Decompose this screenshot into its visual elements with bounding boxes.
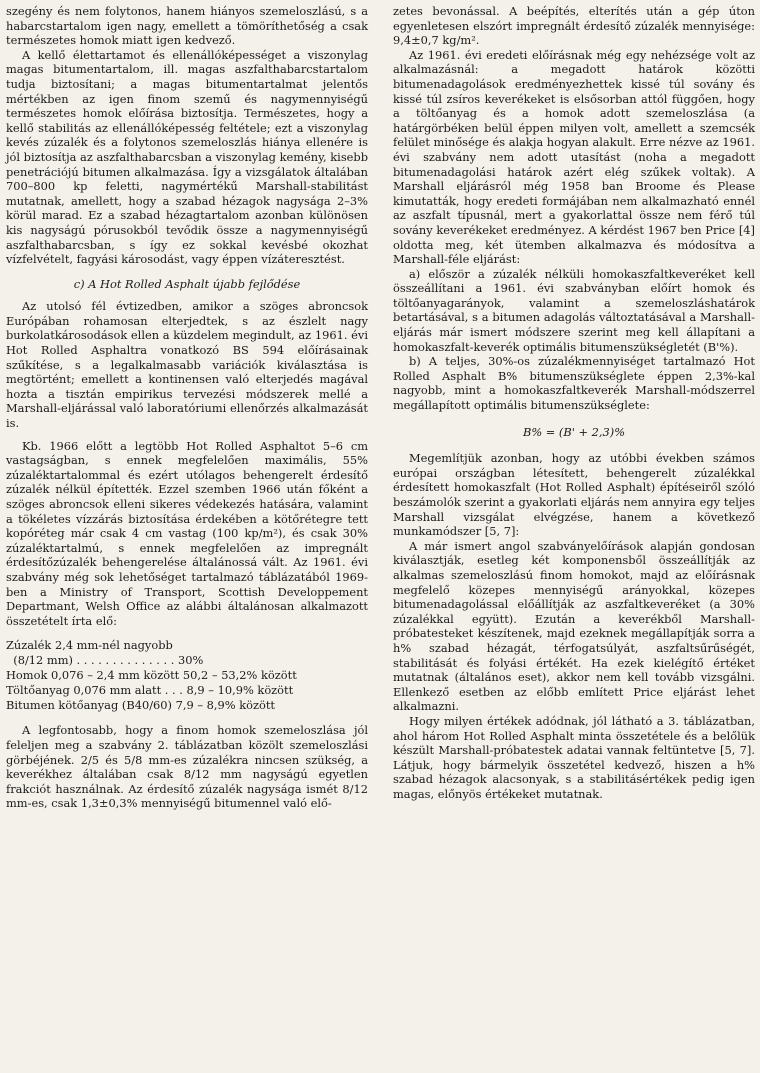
- table-row: Homok 0,076 – 2,4 mm között 50,2 – 53,2% között: [6, 668, 297, 683]
- paragraph: a) először a zúzalék nélküli homokaszfaltkeveréket kell összeállítani a 1961. évi szabványban előírt homok és töltőanyagarányok, valamint a szemeloszláshatárok betartásával, s a bitumen adagolás változtatásával a Marshall-eljárás már ismert módszere szerint meg kell állapítani a homokaszfalt-keverék optimális bitumenszükségletét (B'%).: [393, 266, 755, 354]
- paragraph: Az 1961. évi eredeti előírásnak még egy nehézsége volt az alkalmazásnál: a megadott határok közötti bitumenadagolások eredményezhettek kissé túl sovány és kissé túl zsíros keverékeket is elsősorban attól függően, hogy a töltőanyag és a homok adott szemeloszlása (a határgörbéken belül éppen milyen volt, amellett a szemcsék felület minősége és alakja hogyan alakult. Erre nézve az 1961. évi szabvány nem adott utasítást (noha a megadott bitumenadagolási határok azért elég szűkek voltak). A Marshall eljárásról még 1958 ban Broome és Please kimutatták, hogy eredeti formájában nem alkalmazható ennél az aszfalt típusnál, mert a gyakorlattal össze nem férő túl sovány keverékeket eredményez. A kérdést 1967 ben Price [4] oldotta meg, két ütemben alkalmazva és módosítva a Marshall-féle eljárást:: [393, 47, 755, 267]
- left-column: [6, 4, 368, 811]
- formula: B% = (B' + 2,3)%: [522, 424, 626, 439]
- section-heading: c) A Hot Rolled Asphalt újabb fejlődése: [73, 276, 301, 291]
- paragraph: A legfontosabb, hogy a finom homok szemeloszlása jól feleljen meg a szabvány 2. táblázatban közölt szemeloszlási görbéjének. 2/5 és 5/8 mm-es zúzalékra nincsen szükség, a keverékhez általában csak 8/12 mm nagyságú egyetlen frakciót használnak. Az érdesítő zúzalék nagysága ismét 8/12 mm-es, csak 1,3±0,3% mennyiségű bitumennel való elő-: [6, 723, 368, 811]
- composition-table: [6, 638, 368, 713]
- table-row: Töltőanyag 0,076 mm alatt . . . 8,9 – 10,9% között: [6, 683, 294, 698]
- paragraph: A kellő élettartamot és ellenállóképességet a viszonylag magas bitumentartalom, ill. magas aszfalthabarcstartalom tudja biztosítani; a magas bitumentartalmat jelentős mértékben az igen finom szemű és nagymennyiségű természetes homok előírása biztosítja. Természetes, hogy a kellő stabilitás az ellenállóképesség feltétele; ezt a viszonylag kevés zúzalék és a folytonos szemeloszlás hiánya ellenére is jól biztosítja az aszfalthabarcsban a viszonylag kemény, kisebb penetrációjú bitumen alkalmazása. Így a vizsgálatok általában 700–800 kp feletti, nagymértékű Marshall-stabilitást mutatnak, amellett, hogy a szabad hézagok nagysága 2–3% körül marad. Ez a szabad hézagtartalom azonban különösen kis nagyságú pórusokból tevődik össze a nagymennyiségű aszfalthabarcsban, s így ez sokkal kevésbé okozhat vízfelvételt, fagyási károsodást, vagy éppen vízáteresztést.: [6, 47, 368, 267]
- paragraph: A már ismert angol szabványelőírások alapján gondosan kiválasztják, esetleg két komponensből összeállítják az alkalmas szemeloszlású finom homokot, majd az előírásnak megfelelő közepes mennyiségű arányokkal, közepes bitumenadagolással előállítják az aszfaltkeveréket (a 30% zúzalékkal együtt). Ezután a keverékből Marshall-próbatesteket készítenek, majd ezeknek megállapítják sorra a h% szabad hézagát, térfogatsúlyát, aszfaltsűrűségét, stabilitását és folyási értékét. Ha ezek kielégítő értéket mutatnak (általános eset), akkor nem kell tovább vizsgálni. Ellenkező esetben az előbb említett Price eljárást lehet alkalmazni.: [393, 538, 755, 714]
- table-row: Bitumen kötőanyag (B40/60) 7,9 – 8,9% között: [6, 698, 276, 713]
- paragraph: Az utolsó fél évtizedben, amikor a szöges abroncsok Európában rohamosan elterjedtek, s az észlelt nagy burkolatkárosodások ellen a küzdelem megindult, az 1961. évi Hot Rolled Asphaltra vonatkozó BS 594 előírásainak szűkítése, s a legalkalmasabb variációk kiválasztása is megtörtént; emellett a kontinensen való elterjedés magával hozta a tisztán empirikus tervezési módszerek mellé a Marshall-eljárással való laboratóriumi ellenőrzés alkalmazását is.: [6, 299, 368, 431]
- paragraph: Megemlítjük azonban, hogy az utóbbi években számos európai országban létesített, behengerelt zúzalékkal érdesített homokaszfalt (Hot Rolled Asphalt) építéseiről szóló beszámolók szerint a gyakorlati eljárás nem annyira egy teljes Marshall vizsgálat elvégzése, hanem a következő munkamódszer [5, 7]:: [393, 451, 755, 539]
- table-row: Zúzalék 2,4 mm-nél nagyobb: [6, 638, 173, 653]
- paragraph: Hogy milyen értékek adódnak, jól látható a 3. táblázatban, ahol három Hot Rolled Asphalt minta összetétele és a belőlük készült Marshall-próbatestek adatai vannak feltüntetve [5, 7]. Látjuk, hogy bármelyik összetétel kedvező, hiszen a h% szabad hézagok alacsonyak, s a stabilitásértékek pedig igen magas, előnyös értékeket mutatnak.: [393, 713, 755, 801]
- paragraph: Kb. 1966 előtt a legtöbb Hot Rolled Asphaltot 5–6 cm vastagságban, s ennek megfelelően maximális, 55% zúzaléktartalommal és ezért utólagos behengerelt érdesítő zúzalék nélkül építették. Ezzel szemben 1966 után főként a szöges abroncsok elleni sikeres védekezés hatására, valamint a tökéletes vízzárás biztosítása érdekében a kötőrétegre tett kopóréteg már csak 4 cm vastag (100 kp/m²), és csak 30% zúzaléktartalmú, s ennek megfelelően az impregnált érdesítőzúzalék behengerelése általánossá vált. Az 1961. évi szabvány még sok lehetőséget tartalmazó táblázatából 1969-ben a Ministry of Transport, Scottish Developpement Departmant, Welsh Office az alábbi általánosan alkalmazott összetételt írta elő:: [6, 438, 368, 628]
- paragraph: zetes bevonással. A beépítés, elterítés után a gép úton egyenletesen elszórt impregnált érdesítő zúzalék mennyisége: 9,4±0,7 kg/m².: [393, 4, 755, 48]
- table-row: (8/12 mm) . . . . . . . . . . . . . . 30%: [13, 653, 204, 668]
- paragraph: b) A teljes, 30%-os zúzalékmennyiséget tartalmazó Hot Rolled Asphalt B% bitumenszükséglete éppen 2,3%-kal nagyobb, mint a homokaszfaltkeverék Marshall-módszerrel megállapított optimális bitumenszükséglete:: [393, 354, 755, 413]
- right-column: [393, 4, 755, 801]
- paragraph: szegény és nem folytonos, hanem hiányos szemeloszlású, s a habarcstartalom igen nagy, emellett a tömöríthetőség a csak természetes homok miatt igen kedvező.: [6, 4, 368, 48]
